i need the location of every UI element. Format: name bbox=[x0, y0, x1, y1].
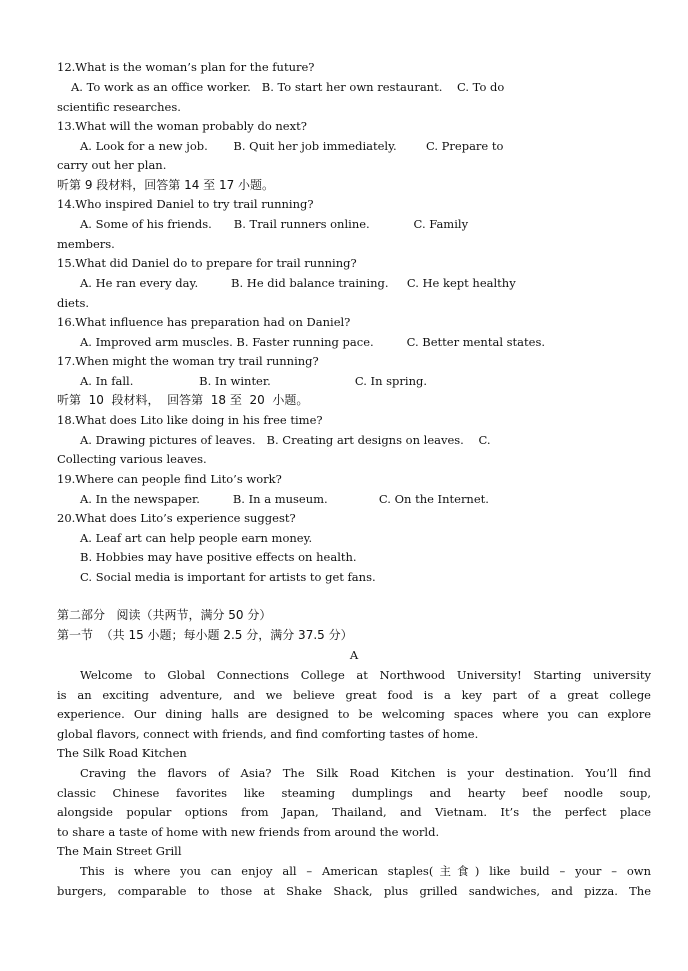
question-15-options: A. He ran every day. B. He did balance training. C. He kept healthy bbox=[80, 276, 516, 290]
question-16: 16.What influence has preparation had on Daniel? bbox=[57, 315, 351, 329]
question-14: 14.Who inspired Daniel to try trail running? bbox=[57, 197, 314, 211]
question-15: 15.What did Daniel do to prepare for trail running? bbox=[57, 256, 357, 270]
paragraph-3-line-2: burgers, comparable to those at Shake Shack, plus grilled sandwiches, and pizza. The bbox=[57, 884, 651, 898]
section-9-instruction: 听第 9 段材料，回答第 14 至 17 小题。 bbox=[57, 178, 275, 192]
heading-main-street-grill: The Main Street Grill bbox=[57, 844, 182, 858]
question-14-options-cont: members. bbox=[57, 237, 115, 251]
question-12-options-cont: scientific researches. bbox=[57, 100, 181, 114]
question-20-option-b: B. Hobbies may have positive effects on health. bbox=[80, 550, 357, 564]
passage-label: A bbox=[349, 648, 359, 662]
question-20-option-c: C. Social media is important for artists to get fans. bbox=[80, 570, 376, 584]
heading-silk-road-kitchen: The Silk Road Kitchen bbox=[57, 746, 187, 760]
question-14-options: A. Some of his friends. B. Trail runners online. C. Family bbox=[80, 217, 469, 231]
paragraph-2-line-2: classic Chinese favorites like steaming dumplings and hearty beef noodle soup, bbox=[57, 786, 651, 800]
question-12: 12.What is the woman’s plan for the future? bbox=[57, 60, 315, 74]
question-13-options-cont: carry out her plan. bbox=[57, 158, 167, 172]
question-18-options: A. Drawing pictures of leaves. B. Creating art designs on leaves. C. bbox=[80, 433, 491, 447]
question-17: 17.When might the woman try trail running? bbox=[57, 354, 319, 368]
section-one-title: 第一节 （共 15 小题；每小题 2.5 分，满分 37.5 分） bbox=[57, 628, 353, 642]
question-20-option-a: A. Leaf art can help people earn money. bbox=[80, 531, 313, 545]
question-12-options: A. To work as an office worker. B. To start her own restaurant. C. To do bbox=[71, 80, 505, 94]
question-19: 19.Where can people find Lito’s work? bbox=[57, 472, 282, 486]
paragraph-1-line-1: Welcome to Global Connections College at Northwood University! Starting university bbox=[80, 668, 651, 682]
question-18-options-cont: Collecting various leaves. bbox=[57, 452, 207, 466]
question-13: 13.What will the woman probably do next? bbox=[57, 119, 307, 133]
question-13-options: A. Look for a new job. B. Quit her job immediately. C. Prepare to bbox=[80, 139, 504, 153]
question-20: 20.What does Lito’s experience suggest? bbox=[57, 511, 296, 525]
paragraph-3-line-1: This is where you can enjoy all – American staples(主食) like build – your – own bbox=[80, 864, 651, 878]
question-16-options: A. Improved arm muscles. B. Faster running pace. C. Better mental states. bbox=[80, 335, 546, 349]
part-two-title: 第二部分 阅读（共两节，满分 50 分） bbox=[57, 608, 272, 622]
paragraph-1-line-2: is an exciting adventure, and we believe great food is a key part of a great college bbox=[57, 688, 651, 702]
paragraph-2-line-4: to share a taste of home with new friends from around the world. bbox=[57, 825, 440, 839]
paragraph-2-line-3: alongside popular options from Japan, Thailand, and Vietnam. It’s the perfect place bbox=[57, 805, 651, 819]
question-17-options: A. In fall. B. In winter. C. In spring. bbox=[80, 374, 427, 388]
section-10-instruction: 听第 10 段材料， 回答第 18 至 20 小题。 bbox=[57, 393, 309, 407]
question-19-options: A. In the newspaper. B. In a museum. C. On the Internet. bbox=[80, 492, 489, 506]
paragraph-2-line-1: Craving the flavors of Asia? The Silk Road Kitchen is your destination. You’ll find bbox=[80, 766, 651, 780]
paragraph-1-line-4: global flavors, connect with friends, and find comforting tastes of home. bbox=[57, 727, 479, 741]
question-15-options-cont: diets. bbox=[57, 296, 90, 310]
question-18: 18.What does Lito like doing in his free time? bbox=[57, 413, 323, 427]
paragraph-1-line-3: experience. Our dining halls are designed to be welcoming spaces where you can explore bbox=[57, 707, 651, 721]
